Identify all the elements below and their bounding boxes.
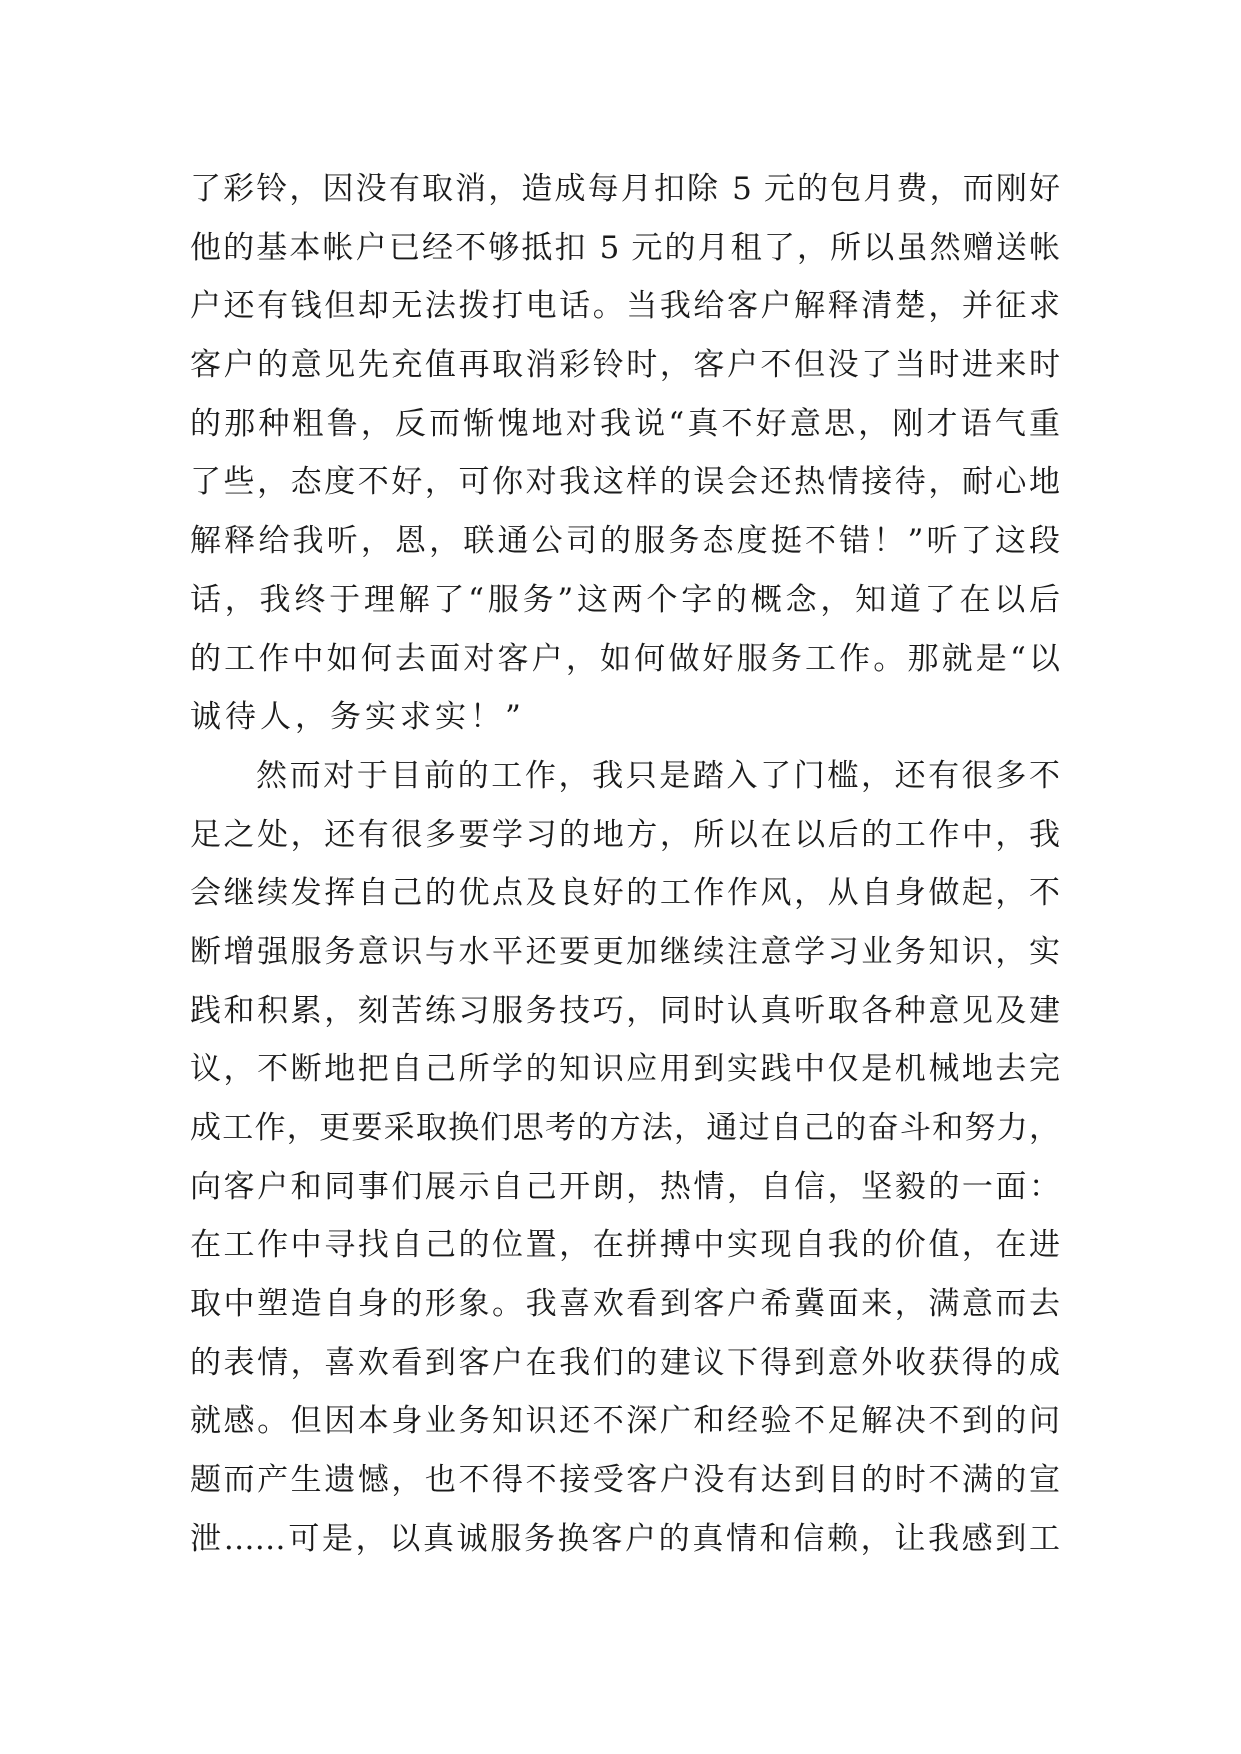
text-line: 了彩铃，因没有取消，造成每月扣除 5 元的包月费，而刚好: [190, 171, 1060, 207]
text-line: 议，不断地把自己所学的知识应用到实践中仅是机械地去完: [190, 1051, 1060, 1088]
text-line: 在工作中寻找自己的位置，在拼搏中实现自我的价值，在进: [190, 1227, 1060, 1264]
text-line: 然而对于目前的工作，我只是踏入了门槛，还有很多不: [256, 757, 1060, 794]
text-line: 践和积累，刻苦练习服务技巧，同时认真听取各种意见及建: [190, 992, 1060, 1029]
text-line: 诚待人，务实求实！”: [190, 699, 525, 736]
body-text: [190, 160, 1060, 1569]
text-line: 解释给我听，恩，联通公司的服务态度挺不错！”听了这段: [190, 523, 1060, 560]
text-line: 取中塑造自身的形象。我喜欢看到客户希冀面来，满意而去: [190, 1286, 1060, 1323]
text-line: 足之处，还有很多要学习的地方，所以在以后的工作中，我: [190, 816, 1060, 853]
text-line: 题而产生遗憾，也不得不接受客户没有达到目的时不满的宣: [190, 1462, 1060, 1499]
text-line: 他的基本帐户已经不够抵扣 5 元的月租了，所以虽然赠送帐: [190, 229, 1060, 266]
paragraph: [190, 747, 1060, 1569]
text-line: 的表情，喜欢看到客户在我们的建议下得到意外收获得的成: [190, 1344, 1060, 1381]
text-line: 客户的意见先充值再取消彩铃时，客户不但没了当时进来时: [190, 347, 1060, 384]
text-line: 话，我终于理解了“服务”这两个字的概念，知道了在以后: [190, 581, 1060, 618]
text-line: 就感。但因本身业务知识还不深广和经验不足解决不到的问: [190, 1403, 1060, 1440]
text-line: 了些，态度不好，可你对我这样的误会还热情接待，耐心地: [190, 464, 1060, 501]
text-line: 会继续发挥自己的优点及良好的工作作风，从自身做起，不: [190, 875, 1060, 912]
paragraph: [190, 160, 1060, 747]
text-line: 泄……可是，以真诚服务换客户的真情和信赖，让我感到工: [190, 1520, 1060, 1557]
text-line: 断增强服务意识与水平还要更加继续注意学习业务知识，实: [190, 933, 1060, 970]
text-line: 户还有钱但却无法拨打电话。当我给客户解释清楚，并征求: [190, 288, 1060, 325]
text-line: 的工作中如何去面对客户，如何做好服务工作。那就是“以: [190, 640, 1060, 677]
text-line: 的那种粗鲁，反而惭愧地对我说“真不好意思，刚才语气重: [190, 405, 1060, 442]
text-line: 成工作，更要采取换们思考的方法，通过自己的奋斗和努力，: [190, 1110, 1060, 1146]
text-line: 向客户和同事们展示自己开朗，热情，自信，坚毅的一面：: [190, 1168, 1060, 1205]
